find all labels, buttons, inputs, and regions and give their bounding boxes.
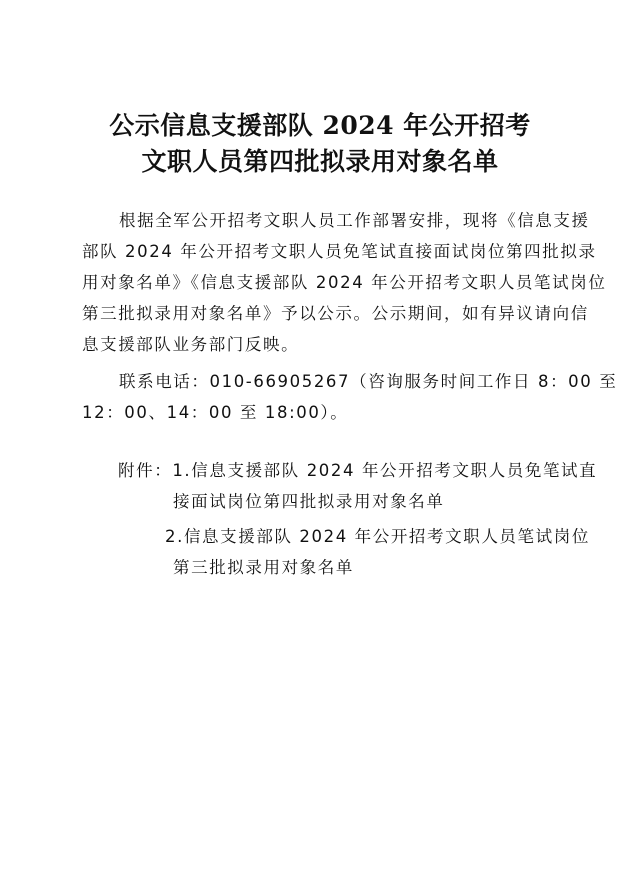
paragraph-line: 第三批拟录用对象名单》予以公示。公示期间，如有异议请向信 xyxy=(82,304,589,323)
notice-paragraph xyxy=(82,205,607,360)
attachment-2-line xyxy=(165,521,590,552)
paragraph-line: 部队 2024 年公开招考文职人员免笔试直接面试岗位第四批拟录 xyxy=(82,242,597,261)
attachment-1-text: 信息支援部队 2024 年公开招考文职人员免笔试直 xyxy=(191,461,598,480)
contact-paragraph xyxy=(82,366,618,428)
attachment-2 xyxy=(165,521,590,583)
contact-line: 12：00、14：00 至 18:00）。 xyxy=(82,403,349,422)
attachment-1-number: 1. xyxy=(172,461,192,480)
attachment-2-number: 2. xyxy=(165,527,184,546)
paragraph-line: 用对象名单》《信息支援部队 2024 年公开招考文职人员笔试岗位 xyxy=(82,273,607,292)
attachment-label: 附件： xyxy=(118,461,173,480)
contact-line: 联系电话：010-66905267（咨询服务时间工作日 8：00 至 xyxy=(119,372,618,391)
paragraph-line: 息支援部队业务部门反映。 xyxy=(82,335,300,354)
attachment-1-line-2: 接面试岗位第四批拟录用对象名单 xyxy=(173,492,445,511)
title-line-2: 文职人员第四批拟录用对象名单 xyxy=(141,147,499,176)
attachment-2-line-2: 第三批拟录用对象名单 xyxy=(173,558,354,577)
paragraph-line: 根据全军公开招考文职人员工作部署安排，现将《信息支援 xyxy=(119,211,590,230)
attachment-2-text: 信息支援部队 2024 年公开招考文职人员笔试岗位 xyxy=(183,527,590,546)
attachment-1 xyxy=(118,455,598,517)
title-line-1: 公示信息支援部队 2024 年公开招考 xyxy=(109,111,531,140)
attachment-1-line xyxy=(118,455,598,486)
